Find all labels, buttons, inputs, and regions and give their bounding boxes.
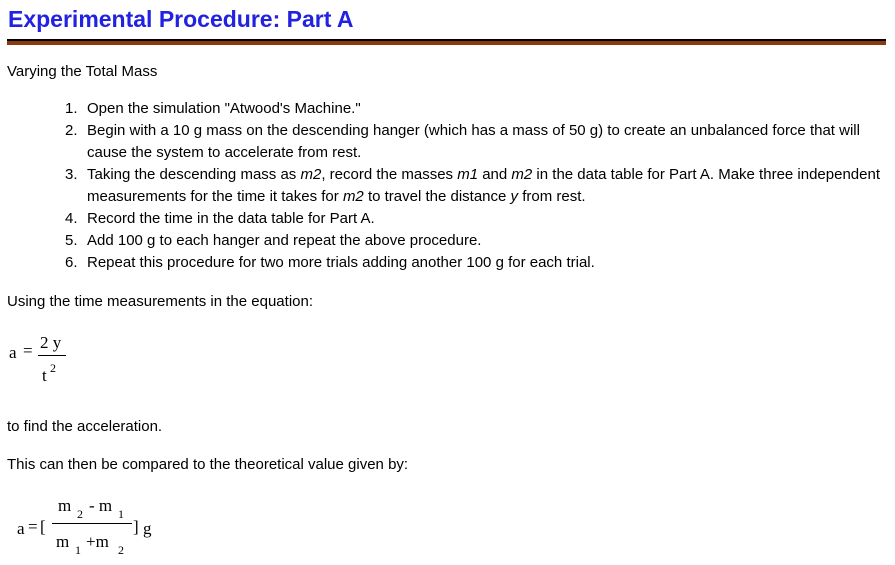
step-number: 2.	[65, 122, 78, 139]
step-text: , record the masses	[321, 166, 458, 183]
step-number: 6.	[65, 254, 78, 271]
compare-text: This can then be compared to the theoretical value given by:	[7, 456, 409, 473]
eq1-equals: =	[23, 341, 33, 360]
eq2-num-sub-1: 1	[118, 507, 124, 521]
step-text: Open the simulation "Atwood's Machine."	[87, 100, 361, 117]
title-divider	[7, 39, 886, 45]
eq2-open-bracket: [	[40, 517, 46, 536]
step-text: Record the time in the data table for Part A.	[87, 210, 375, 227]
eq2-num-minus-m: - m	[89, 496, 113, 515]
eq2-num-sub-2: 2	[77, 507, 83, 521]
eq1-lhs: a	[9, 343, 17, 362]
step-number: 1.	[65, 100, 78, 117]
step-text: to travel the distance	[363, 188, 511, 205]
variable-name: y	[510, 188, 519, 205]
step-text: and	[478, 166, 512, 183]
time-intro-text: Using the time measurements in the equation:	[7, 293, 313, 310]
procedure-step	[60, 120, 890, 164]
step-text: in the data table for Part A. Make three independent measurements for the time it takes for	[87, 166, 880, 205]
eq2-close-bracket: ]	[133, 517, 139, 536]
variable-name: m2	[342, 188, 364, 205]
step-text: Add 100 g to each hanger and repeat the above procedure.	[87, 232, 482, 249]
eq2-den-sub-2: 2	[118, 543, 124, 557]
eq2-num-m: m	[58, 496, 72, 515]
eq2-fraction-bar	[52, 523, 132, 524]
step-text: Taking the descending mass as	[87, 166, 301, 183]
procedure-step	[60, 208, 890, 230]
section-heading: Varying the Total Mass	[7, 63, 158, 80]
step-text: Begin with a 10 g mass on the descending hanger (which has a mass of 50 g) to create an unbalanced force that will cause the system to accelerate from rest.	[87, 122, 860, 161]
variable-name: m2	[300, 166, 322, 183]
step-number: 5.	[65, 232, 78, 249]
eq1-exponent: 2	[50, 361, 56, 375]
step-text: from rest.	[518, 188, 586, 205]
page-title: Experimental Procedure: Part A	[8, 6, 354, 32]
eq1-fraction-bar	[38, 355, 66, 356]
step-number: 3.	[65, 166, 78, 183]
variable-name: m2	[511, 166, 533, 183]
acceleration-text: to find the acceleration.	[7, 418, 163, 435]
procedure-step	[60, 98, 890, 120]
procedure-step	[60, 230, 890, 252]
eq2-equals: =	[28, 517, 38, 536]
variable-name: m1	[457, 166, 479, 183]
eq2-den-m: m	[56, 532, 70, 551]
procedure-step	[60, 164, 890, 208]
procedure-step	[60, 252, 890, 274]
procedure-steps-list	[60, 98, 890, 274]
eq2-den-plus-m: +m	[86, 532, 109, 551]
eq2-g: g	[143, 519, 152, 538]
step-text: Repeat this procedure for two more trials adding another 100 g for each trial.	[87, 254, 595, 271]
eq2-lhs: a	[17, 519, 25, 538]
eq1-numerator: 2 y	[40, 333, 62, 352]
step-number: 4.	[65, 210, 78, 227]
eq1-denominator: t	[42, 366, 47, 385]
eq2-den-sub-1: 1	[75, 543, 81, 557]
